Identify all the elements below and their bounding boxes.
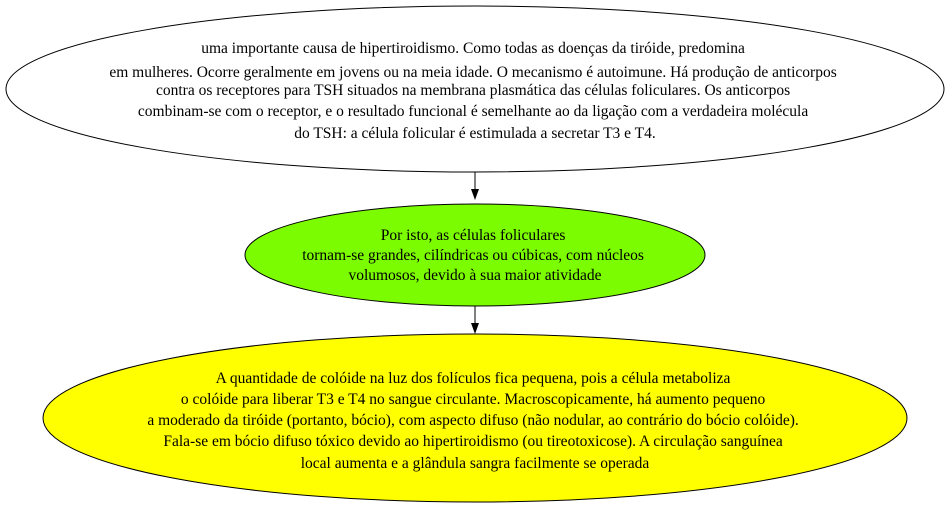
node-text-line: tornam-se grandes, cilíndricas ou cúbicas, com núcleos [302, 247, 644, 264]
node-text-line: uma importante causa de hipertiroidismo. Como todas as doenças da tiróide, predomina [201, 40, 745, 57]
node-text-line: Por isto, as células foliculares [380, 227, 566, 244]
node-text-line: a moderado da tiróide (portanto, bócio), com aspecto difuso (não nodular, ao contrário do bócio colóide). [147, 412, 799, 429]
edge-n1-n2 [471, 172, 479, 200]
node-text-line: volumosos, devido à sua maior atividade [348, 267, 602, 284]
node-text-line: o colóide para liberar T3 e T4 no sangue circulante. Macroscopicamente, há aumento pequeno [180, 391, 766, 408]
node-text-line: contra os receptores para TSH situados na membrana plasmática das células foliculares. Os anticorpos [155, 82, 791, 99]
node-text-line: combinam-se com o receptor, e o resultado funcional é semelhante ao da ligação com a verdadeira molécula [137, 103, 809, 120]
node-follicular-cells [245, 204, 705, 306]
arrowhead-icon [471, 189, 479, 200]
edge-n2-n3 [471, 305, 479, 334]
node-text-line: Fala-se em bócio difuso tóxico devido ao hipertiroidismo (ou tireotoxicose). A circulação sanguínea [163, 433, 783, 450]
node-text-line: em mulheres. Ocorre geralmente em jovens ou na meia idade. O mecanismo é autoimune. Há produção de anticorpos [109, 64, 837, 81]
arrowhead-icon [471, 323, 479, 334]
node-text-line: A quantidade de colóide na luz dos folículos fica pequena, pois a célula metaboliza [215, 370, 731, 387]
node-mechanism [6, 6, 944, 172]
node-colloid-goiter [43, 334, 907, 502]
node-text-line: local aumenta e a glândula sangra facilmente se operada [300, 455, 650, 472]
node-text-line: do TSH: a célula folicular é estimulada a secretar T3 e T4. [294, 125, 656, 142]
